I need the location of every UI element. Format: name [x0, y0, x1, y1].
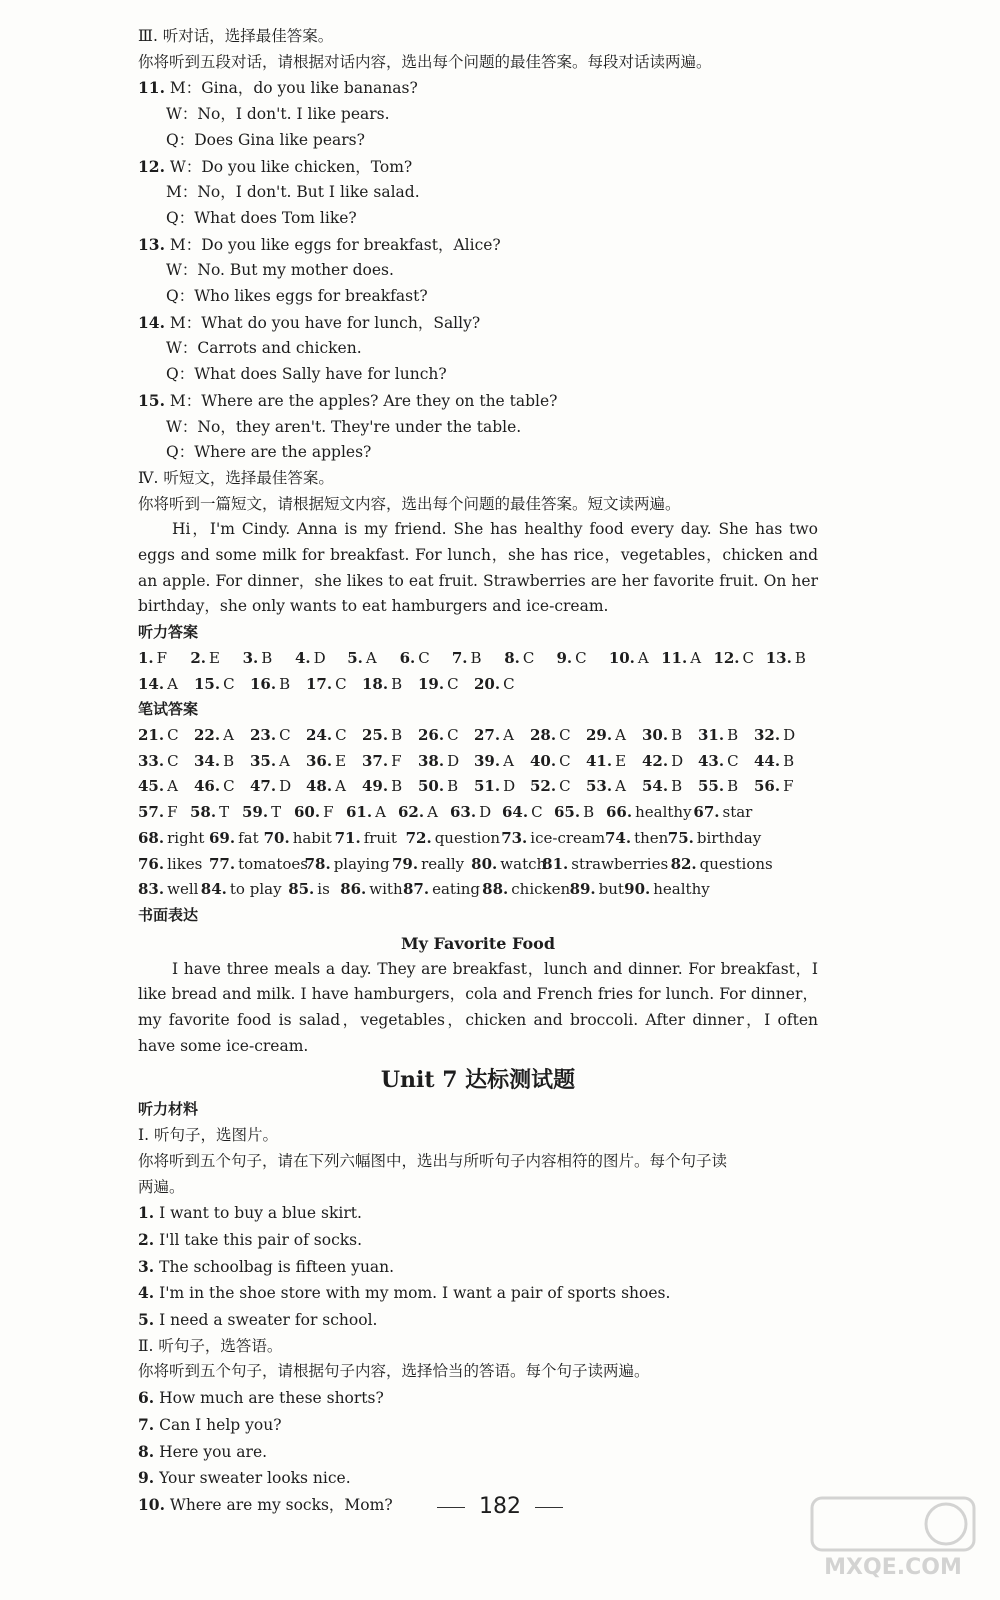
text-line: W：No，I don't. I like pears. — [166, 105, 390, 124]
answer-item: 85. is — [288, 880, 330, 899]
answer-item: 71. fruit — [334, 828, 397, 847]
answer-item: 72. question — [405, 828, 501, 847]
answer-item: 31. B — [698, 725, 739, 744]
answer-item: 18. B — [362, 674, 403, 693]
text-line: 10. Where are my socks，Mom? — [138, 1494, 393, 1514]
answer-item: 77. tomatoes — [209, 854, 308, 873]
text-line: 9. Your sweater looks nice. — [138, 1468, 351, 1488]
answer-item: 1. F — [138, 648, 168, 667]
answer-item: 45. A — [138, 777, 178, 796]
answer-item: 26. C — [418, 725, 459, 744]
text-line: Ⅲ. 听对话，选择最佳答案。 — [138, 27, 334, 45]
answer-item: 34. B — [194, 751, 235, 770]
answer-item: 79. really — [391, 854, 465, 873]
answer-item: 61. A — [346, 803, 386, 822]
text-line: Q：What does Tom like? — [166, 208, 357, 227]
answer-item: 32. D — [754, 725, 796, 744]
answer-item: 90. healthy — [624, 880, 710, 899]
text-line: Q：What does Sally have for lunch? — [166, 365, 447, 384]
answer-item: 10. A — [608, 648, 649, 667]
watermark-logo — [808, 1494, 978, 1584]
page-content — [138, 24, 818, 1519]
answer-item: 54. B — [642, 777, 683, 796]
answer-item: 42. D — [642, 751, 684, 770]
written-answers-title: 笔试答案 — [138, 700, 199, 719]
answer-item: 59. T — [242, 803, 282, 822]
answer-row — [138, 852, 818, 878]
answer-item: 30. B — [642, 725, 683, 744]
answer-item: 67. star — [693, 803, 753, 822]
answer-item: 8. C — [504, 648, 535, 667]
text-line: 你将听到五段对话，请根据对话内容，选出每个问题的最佳答案。每段对话读两遍。 — [138, 52, 712, 71]
listening-answers-title: 听力答案 — [138, 623, 199, 642]
answer-item: 35. A — [250, 751, 290, 770]
answer-item: 78. playing — [304, 854, 390, 873]
answer-item: 75. birthday — [667, 828, 762, 847]
text-line: 8. Here you are. — [138, 1441, 268, 1461]
answer-item: 66. healthy — [606, 803, 692, 822]
written-answers — [138, 723, 818, 800]
text-line: 1. I want to buy a blue skirt. — [138, 1203, 362, 1223]
answer-item: 49. B — [362, 777, 403, 796]
answer-item: 88. chicken — [482, 880, 571, 899]
answer-item: 20. C — [474, 674, 515, 693]
listening-answers — [138, 646, 818, 697]
essay-title: My Favorite Food — [400, 933, 556, 953]
answer-item: 28. C — [530, 725, 571, 744]
answer-item: 65. B — [554, 803, 595, 822]
answer-item: 2. E — [190, 648, 220, 667]
answer-item: 7. B — [451, 648, 482, 667]
answer-item: 41. E — [586, 751, 627, 770]
answer-item: 17. C — [306, 674, 347, 693]
answer-item: 84. to play — [200, 880, 282, 899]
answer-item: 12. C — [713, 648, 755, 667]
answer-item: 27. A — [474, 725, 514, 744]
answer-row — [138, 774, 818, 800]
answer-item: 69. fat — [209, 828, 259, 847]
answer-item: 37. F — [362, 751, 402, 770]
answer-item: 9. C — [556, 648, 587, 667]
answer-item: 68. right — [138, 828, 205, 847]
text-line: Ⅳ. 听短文，选择最佳答案。 — [138, 468, 334, 487]
answer-item: 23. C — [250, 725, 291, 744]
answer-item: 87. eating — [402, 880, 481, 899]
answer-item: 76. likes — [138, 854, 203, 873]
answer-item: 33. C — [138, 751, 179, 770]
answer-item: 47. D — [250, 777, 292, 796]
answer-item: 53. A — [586, 777, 626, 796]
answer-item: 64. C — [502, 803, 543, 822]
answer-item: 89. but — [569, 880, 624, 899]
text-line: Ⅰ. 听句子，选图片。 — [138, 1126, 278, 1145]
text-line: Q：Does Gina like pears? — [166, 130, 365, 149]
essay-text: I have three meals a day. They are breakfast，lunch and dinner. For breakfast，I like bread and milk. I have hamburgers，cola and French fries for lunch. For dinner，my favorite food is salad，vegetables，chicken and broccoli. After dinner，I often have some ice-cream. — [138, 959, 818, 1055]
answer-row — [138, 800, 818, 826]
text-line: 你将听到五个句子，请根据句子内容，选择恰当的答语。每个句子读两遍。 — [138, 1362, 650, 1381]
answer-item: 29. A — [586, 725, 626, 744]
answer-item: 16. B — [250, 674, 291, 693]
text-line: Q：Where are the apples? — [166, 443, 372, 462]
text-line: Ⅱ. 听句子，选答语。 — [138, 1336, 283, 1355]
answer-item: 36. E — [306, 751, 347, 770]
answer-item: 38. D — [418, 751, 460, 770]
answer-item: 11. A — [661, 648, 702, 667]
answer-item: 83. well — [138, 880, 199, 899]
answer-item: 25. B — [362, 725, 403, 744]
answer-item: 55. B — [698, 777, 739, 796]
answer-item: 80. watch — [471, 854, 547, 873]
dialogue-section — [138, 24, 818, 517]
answer-item: 51. D — [474, 777, 516, 796]
svg-text:MXQE.COM: MXQE.COM — [824, 1555, 962, 1580]
answer-item: 43. C — [698, 751, 739, 770]
passage-text: Hi，I'm Cindy. Anna is my friend. She has healthy food every day. She has two eggs and some milk for breakfast. For lunch，she has rice，vegetables，chicken and an apple. For dinner，she likes to eat fruit. Strawberries are her favorite fruit. On her birthday，she only wants to eat hamburgers and ice-cream. — [138, 520, 818, 616]
text-line: 5. I need a sweater for school. — [138, 1310, 378, 1330]
answer-item: 82. questions — [670, 854, 773, 873]
answer-item: 19. C — [418, 674, 459, 693]
text-line: 15. M：Where are the apples? Are they on the table? — [138, 390, 558, 410]
answer-item: 13. B — [765, 648, 806, 667]
text-line: Q：Who likes eggs for breakfast? — [166, 287, 428, 306]
answer-row — [138, 646, 818, 672]
text-line: 12. W：Do you like chicken，Tom? — [138, 156, 413, 176]
answer-item: 62. A — [398, 803, 438, 822]
text-line: 7. Can I help you? — [138, 1414, 282, 1434]
written-word-answers — [138, 800, 818, 903]
answer-row — [138, 877, 818, 903]
answer-item: 50. B — [418, 777, 459, 796]
text-line: W：No，they aren't. They're under the table. — [166, 417, 522, 436]
answer-item: 73. ice-cream — [501, 828, 606, 847]
answer-item: 48. A — [306, 777, 346, 796]
text-line: W：No. But my mother does. — [166, 261, 394, 280]
text-line: 4. I'm in the shoe store with my mom. I want a pair of sports shoes. — [138, 1283, 671, 1303]
page-number: 182 — [0, 1494, 1000, 1519]
answer-item: 46. C — [194, 777, 235, 796]
answer-item: 5. A — [347, 648, 377, 667]
answer-item: 6. C — [399, 648, 430, 667]
answer-row — [138, 672, 818, 698]
answer-item: 24. C — [306, 725, 347, 744]
answer-item: 22. A — [194, 725, 234, 744]
answer-item: 14. A — [138, 674, 178, 693]
answer-row — [138, 826, 818, 852]
text-line: 两遍。 — [138, 1177, 185, 1196]
answer-item: 74. then — [604, 828, 669, 847]
answer-row — [138, 723, 818, 749]
answer-item: 57. F — [138, 803, 178, 822]
answer-item: 56. F — [754, 777, 794, 796]
text-line: 13. M：Do you like eggs for breakfast，Alice? — [138, 234, 501, 254]
answer-item: 52. C — [530, 777, 571, 796]
unit7-listening-section — [138, 1123, 818, 1519]
answer-item: 58. T — [190, 803, 230, 822]
text-line: M：No，I don't. But I like salad. — [166, 183, 420, 202]
text-line: 2. I'll take this pair of socks. — [138, 1229, 363, 1249]
text-line: 你将听到五个句子，请在下列六幅图中，选出与所听句子内容相符的图片。每个句子读 — [138, 1151, 728, 1170]
text-line: 你将听到一篇短文，请根据短文内容，选出每个问题的最佳答案。短文读两遍。 — [138, 494, 681, 513]
answer-item: 44. B — [754, 751, 795, 770]
text-line: W：Carrots and chicken. — [166, 339, 362, 358]
writing-title: 书面表达 — [138, 905, 199, 924]
answer-item: 70. habit — [263, 828, 332, 847]
answer-item: 60. F — [294, 803, 334, 822]
answer-item: 4. D — [294, 648, 326, 667]
answer-item: 15. C — [194, 674, 235, 693]
text-line: 3. The schoolbag is fifteen yuan. — [138, 1256, 395, 1276]
answer-item: 40. C — [530, 751, 571, 770]
answer-item: 86. with — [340, 880, 403, 899]
answer-row — [138, 749, 818, 775]
answer-item: 81. strawberries — [542, 854, 669, 873]
listening-material-title: 听力材料 — [138, 1100, 199, 1119]
answer-item: 3. B — [242, 648, 273, 667]
text-line: 6. How much are these shorts? — [138, 1388, 384, 1408]
answer-item: 63. D — [450, 803, 492, 822]
unit-title: Unit 7 达标测试题 — [380, 1067, 576, 1094]
text-line: 11. M：Gina，do you like bananas? — [138, 78, 418, 98]
text-line: 14. M：What do you have for lunch，Sally? — [138, 312, 481, 332]
answer-item: 21. C — [138, 725, 179, 744]
answer-item: 39. A — [474, 751, 514, 770]
